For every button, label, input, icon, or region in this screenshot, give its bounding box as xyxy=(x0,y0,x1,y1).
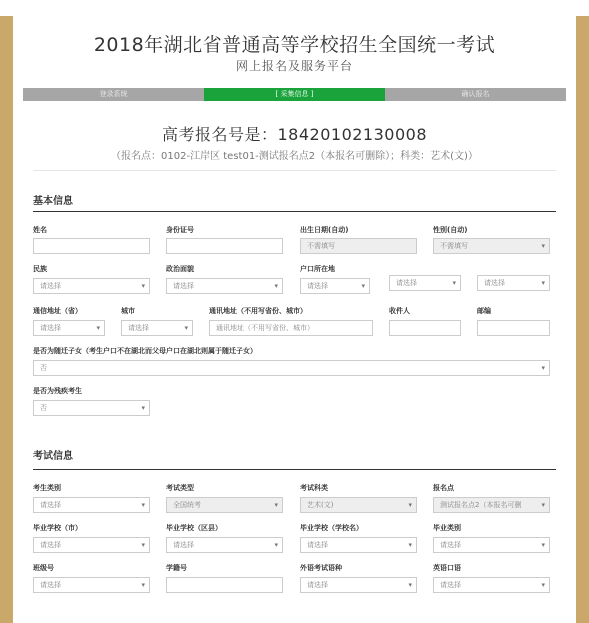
graduation-type-label: 毕业类别 xyxy=(433,524,461,532)
exam-type-select: 全国统考 ▾ xyxy=(166,497,283,513)
section-title-basic: 基本信息 xyxy=(33,196,73,207)
ethnicity-select[interactable]: 请选择 ▾ xyxy=(33,278,150,294)
school-city-select[interactable]: 请选择 ▾ xyxy=(33,537,150,553)
mail-address-label: 通讯地址（不用写省份、城市） xyxy=(209,307,307,315)
school-city-label: 毕业学校（市） xyxy=(33,524,82,532)
subject-category-label: 考试科类 xyxy=(300,484,328,492)
page-subtitle: 网上报名及服务平台 xyxy=(235,59,353,73)
section-divider xyxy=(33,211,556,212)
hukou-city-select[interactable]: 请选择 ▾ xyxy=(389,275,461,291)
student-id-label: 学籍号 xyxy=(166,564,187,572)
foreign-language-label: 外语考试语种 xyxy=(300,564,342,572)
id-label: 身份证号 xyxy=(166,226,194,234)
gender-select: 不需填写 ▾ xyxy=(433,238,550,254)
hukou-province-select[interactable]: 请选择 ▾ xyxy=(300,278,370,294)
id-number-input[interactable] xyxy=(166,238,283,254)
name-input[interactable] xyxy=(33,238,150,254)
candidate-type-select[interactable]: 请选择 ▾ xyxy=(33,497,150,513)
graduation-type-select[interactable]: 请选择 ▾ xyxy=(433,537,550,553)
step-confirm[interactable]: 确认报名 xyxy=(385,88,566,101)
ethnicity-label: 民族 xyxy=(33,265,47,273)
section-title-exam: 考试信息 xyxy=(33,451,73,462)
postcode-input[interactable] xyxy=(477,320,550,336)
registration-point-select: 测试报名点2（本报名可删 ▾ xyxy=(433,497,550,513)
name-label: 姓名 xyxy=(33,226,47,234)
divider xyxy=(33,170,556,171)
step-login[interactable]: 登录系统 xyxy=(23,88,204,101)
migrant-child-label: 是否为随迁子女（考生户口不在湖北而父母户口在湖北则属于随迁子女） xyxy=(33,347,257,355)
political-status-label: 政治面貌 xyxy=(166,265,194,273)
migrant-child-select[interactable]: 否 ▾ xyxy=(33,360,550,376)
gender-label: 性别(自动) xyxy=(433,226,468,234)
school-county-select[interactable]: 请选择 ▾ xyxy=(166,537,283,553)
oral-english-select[interactable]: 请选择 ▾ xyxy=(433,577,550,593)
disabled-candidate-select[interactable]: 否 ▾ xyxy=(33,400,150,416)
registration-point-label: 报名点 xyxy=(433,484,454,492)
exam-type-label: 考试类型 xyxy=(166,484,194,492)
mail-province-label: 通信地址（省） xyxy=(33,307,82,315)
mail-city-label: 城市 xyxy=(121,307,135,315)
hukou-county-select[interactable]: 请选择 ▾ xyxy=(477,275,550,291)
registration-page xyxy=(13,0,576,623)
oral-english-label: 英语口语 xyxy=(433,564,461,572)
subject-category-select: 艺术(文) ▾ xyxy=(300,497,417,513)
hukou-label: 户口所在地 xyxy=(300,265,335,273)
registration-number: 高考报名号是：18420102130008 xyxy=(161,125,428,144)
political-status-select[interactable]: 请选择 ▾ xyxy=(166,278,283,294)
recipient-input[interactable] xyxy=(389,320,461,336)
recipient-label: 收件人 xyxy=(389,307,410,315)
mail-address-input[interactable]: 通讯地址（不用写省份、城市） xyxy=(209,320,373,336)
school-name-label: 毕业学校（学校名） xyxy=(300,524,363,532)
school-name-select[interactable]: 请选择 ▾ xyxy=(300,537,417,553)
mail-city-select[interactable]: 请选择 ▾ xyxy=(121,320,193,336)
mail-province-select[interactable]: 请选择 ▾ xyxy=(33,320,105,336)
registration-info: （报名点：0102-江岸区 test01-测试报名点2（本报名可删除）；科类：艺术(文)） xyxy=(111,151,478,162)
left-border xyxy=(0,16,13,623)
right-border xyxy=(576,16,589,623)
postcode-label: 邮编 xyxy=(477,307,491,315)
progress-steps xyxy=(23,88,566,101)
birth-date-field: 不需填写 xyxy=(300,238,417,254)
candidate-type-label: 考生类别 xyxy=(33,484,61,492)
student-id-input[interactable] xyxy=(166,577,283,593)
foreign-language-select[interactable]: 请选择 ▾ xyxy=(300,577,417,593)
birth-date-label: 出生日期(自动) xyxy=(300,226,349,234)
class-number-select[interactable]: 请选择 ▾ xyxy=(33,577,150,593)
section-divider xyxy=(33,469,556,470)
step-collect-info[interactable]: [ 采集信息 ] xyxy=(204,88,385,101)
class-number-label: 班级号 xyxy=(33,564,54,572)
page-title: 2018年湖北省普通高等学校招生全国统一考试 xyxy=(93,34,496,56)
school-county-label: 毕业学校（区县） xyxy=(166,524,222,532)
disabled-candidate-label: 是否为残疾考生 xyxy=(33,387,82,395)
